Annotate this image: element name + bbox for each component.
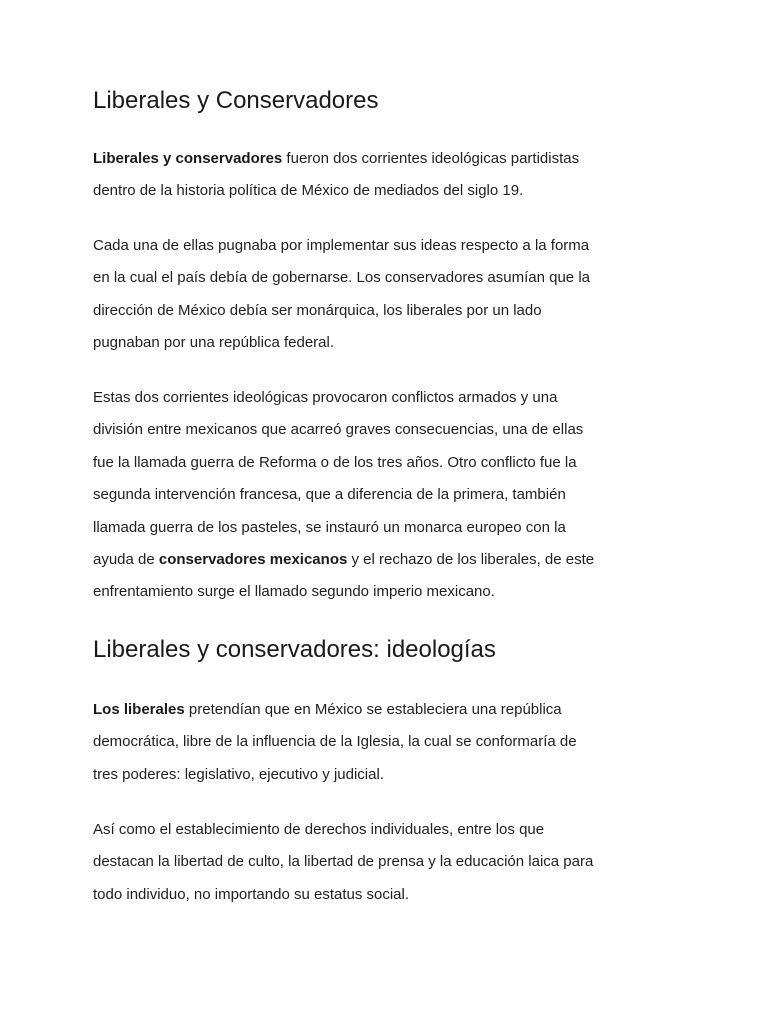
paragraph-5 bbox=[93, 814, 693, 911]
paragraph-3-bold-term: conservadores mexicanos bbox=[158, 551, 348, 569]
paragraph-2-line-4: pugnaban por una república federal. bbox=[93, 334, 335, 352]
paragraph-3-line-6-post: y el rechazo de los liberales, de este bbox=[347, 551, 595, 569]
intro-paragraph bbox=[93, 143, 693, 208]
paragraph-5-line-2: destacan la libertad de culto, la libertad de prensa y la educación laica para bbox=[93, 853, 594, 871]
section-heading-ideologias: Liberales y conservadores: ideologías bbox=[93, 636, 496, 663]
paragraph-3 bbox=[93, 382, 693, 609]
paragraph-3-line-4: segunda intervención francesa, que a diferencia de la primera, también bbox=[93, 486, 566, 504]
paragraph-5-line-1: Así como el establecimiento de derechos individuales, entre los que bbox=[93, 821, 545, 838]
paragraph-3-line-3: fue la llamada guerra de Reforma o de los tres años. Otro conflicto fue la bbox=[93, 453, 577, 471]
paragraph-5-line-3: todo individuo, no importando su estatus social. bbox=[93, 885, 410, 903]
paragraph-4-line-1-text: pretendían que en México se estableciera una república bbox=[184, 701, 562, 718]
intro-line-2: dentro de la historia política de México de mediados del siglo 19. bbox=[93, 182, 524, 200]
intro-bold-term: Liberales y conservadores bbox=[93, 150, 283, 167]
paragraph-3-line-6-pre: ayuda de bbox=[93, 551, 159, 569]
paragraph-4-line-2: democrática, libre de la influencia de la Iglesia, la cual se conformaría de bbox=[93, 733, 577, 751]
paragraph-4-bold-term: Los liberales bbox=[93, 701, 185, 718]
paragraph-2-line-2: en la cual el país debía de gobernarse. Los conservadores asumían que la bbox=[93, 269, 590, 287]
paragraph-4-line-3: tres poderes: legislativo, ejecutivo y judicial. bbox=[93, 765, 384, 783]
paragraph-3-line-5: llamada guerra de los pasteles, se instauró un monarca europeo con la bbox=[93, 518, 566, 536]
paragraph-2-line-3: dirección de México debía ser monárquica, los liberales por un lado bbox=[93, 301, 542, 319]
paragraph-4 bbox=[93, 694, 693, 791]
paragraph-3-line-2: división entre mexicanos que acarreó graves consecuencias, una de ellas bbox=[93, 421, 584, 439]
paragraph-3-line-1: Estas dos corrientes ideológicas provocaron conflictos armados y una bbox=[93, 389, 558, 406]
page-title: Liberales y Conservadores bbox=[93, 87, 379, 114]
paragraph-2-line-1: Cada una de ellas pugnaba por implementar sus ideas respecto a la forma bbox=[93, 237, 590, 254]
paragraph-2 bbox=[93, 230, 693, 360]
paragraph-3-line-7: enfrentamiento surge el llamado segundo imperio mexicano. bbox=[93, 583, 495, 601]
intro-line-1-text: fueron dos corrientes ideológicas partidistas bbox=[282, 150, 580, 167]
